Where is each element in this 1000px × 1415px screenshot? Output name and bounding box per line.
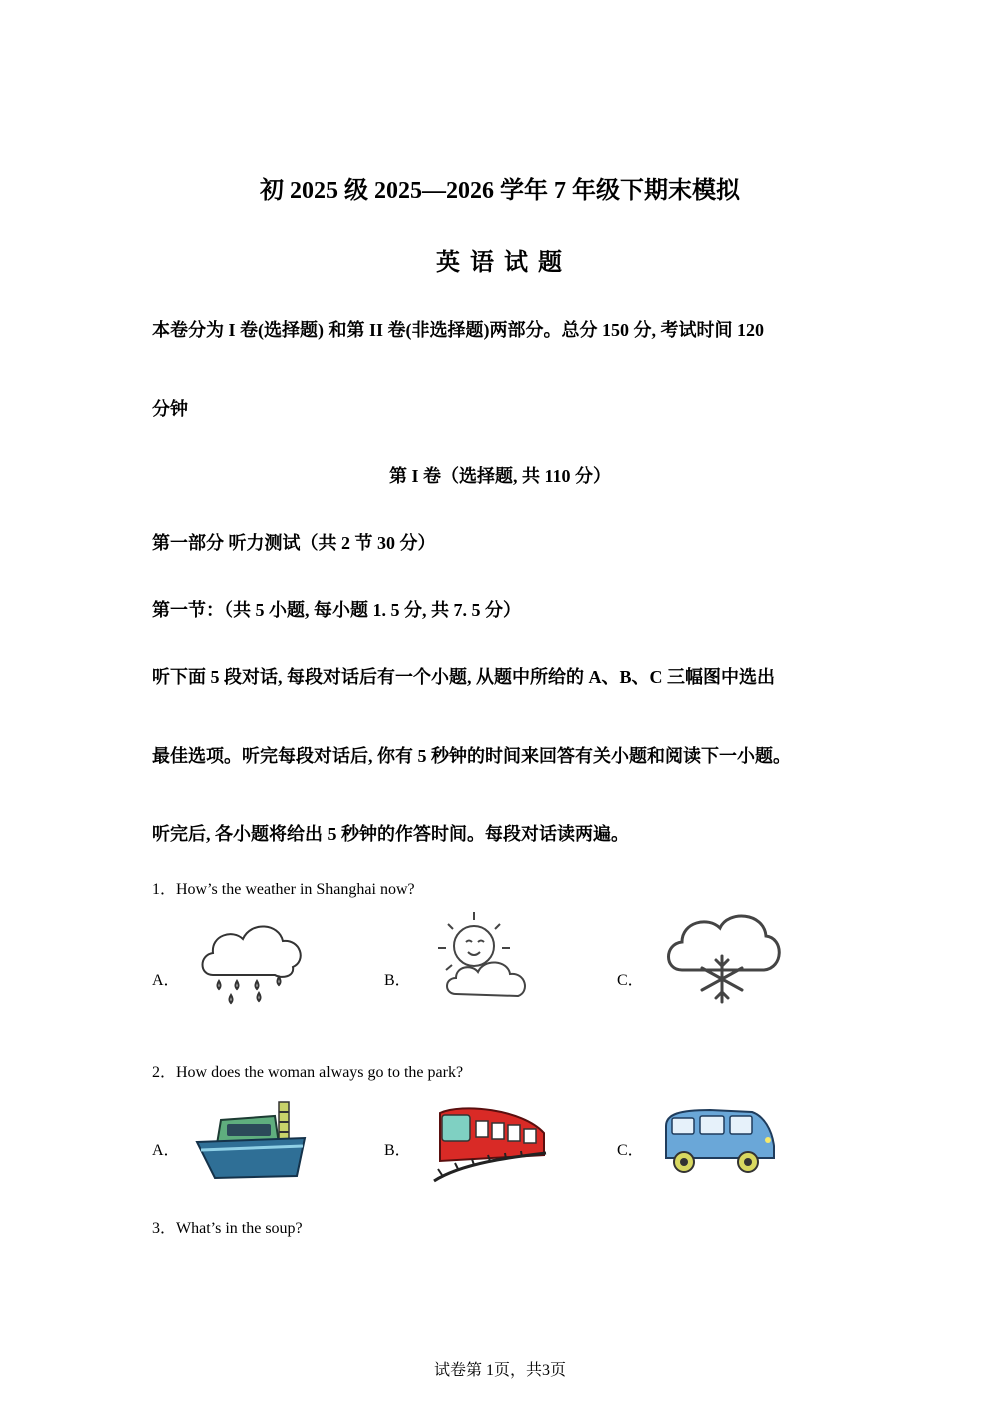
question-2-option-c-label: C．: [617, 1142, 644, 1159]
question-3-text: 3．What’s in the soup?: [152, 1220, 303, 1237]
question-2-text: 2．How does the woman always go to the park?: [152, 1064, 464, 1081]
instruction-line-3: 听完后, 各小题将给出 5 秒钟的作答时间。每段对话读两遍。: [152, 824, 629, 844]
instruction-line-1: 听下面 5 段对话, 每段对话后有一个小题, 从题中所给的 A、B、C 三幅图中选出: [152, 667, 776, 687]
intro-line-1: 本卷分为 I 卷(选择题) 和第 II 卷(非选择题)两部分。总分 150 分, 考试时间 120: [152, 320, 764, 340]
rain-cloud-icon: [195, 915, 310, 1010]
exam-subtitle: 英 语 试 题: [436, 250, 564, 276]
van-icon: [660, 1106, 778, 1178]
question-2-option-b-label: B．: [384, 1142, 411, 1159]
ship-icon: [195, 1098, 307, 1180]
page-number: 试卷第 1页，共3页: [433, 1362, 566, 1379]
exam-title: 初 2025 级 2025—2026 学年 7 年级下期末模拟: [260, 178, 740, 204]
snow-cloud-icon: [660, 908, 785, 1005]
volume-title: 第 I 卷（选择题, 共 110 分）: [388, 466, 611, 486]
question-1-text: 1．How’s the weather in Shanghai now?: [152, 881, 415, 898]
subsection-title: 第一节：（共 5 小题, 每小题 1. 5 分, 共 7. 5 分）: [152, 600, 521, 620]
train-icon: [432, 1103, 548, 1185]
question-1-option-b-label: B．: [384, 972, 411, 989]
question-1-option-c-label: C．: [617, 972, 644, 989]
sun-behind-cloud-icon: [430, 908, 535, 1005]
instruction-line-2: 最佳选项。听完每段对话后, 你有 5 秒钟的时间来回答有关小题和阅读下一小题。: [152, 746, 791, 766]
question-2-option-a-label: A．: [152, 1142, 180, 1159]
intro-line-2: 分钟: [152, 399, 188, 419]
question-1-option-a-label: A．: [152, 972, 180, 989]
part-title: 第一部分 听力测试（共 2 节 30 分）: [152, 533, 436, 553]
